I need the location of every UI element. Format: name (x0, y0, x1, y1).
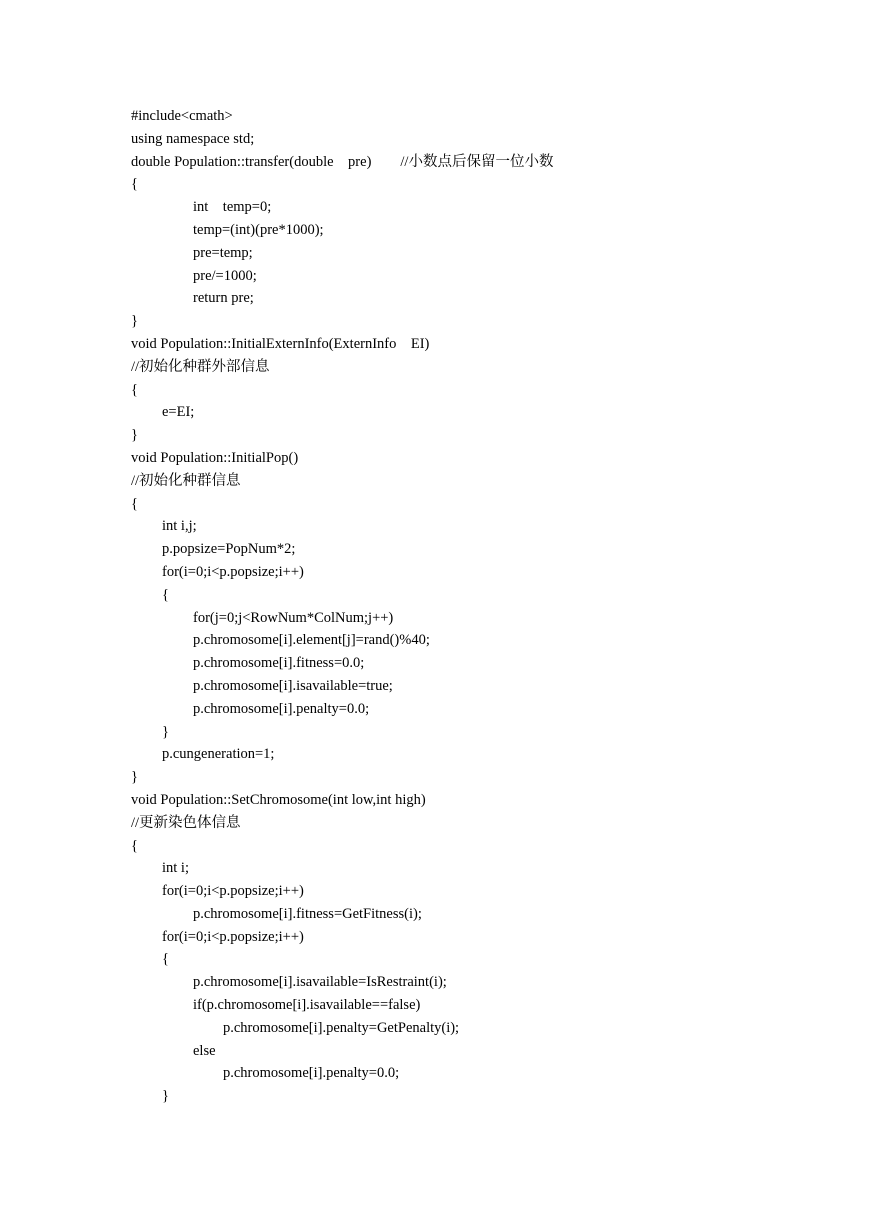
code-line: for(i=0;i<p.popsize;i++) (162, 928, 304, 945)
code-line: { (131, 176, 138, 193)
code-line: e=EI; (162, 404, 195, 421)
code-line: p.chromosome[i].penalty=0.0; (223, 1065, 400, 1082)
code-line: p.chromosome[i].isavailable=IsRestraint(i); (193, 974, 447, 991)
code-line: p.chromosome[i].penalty=0.0; (193, 700, 370, 717)
code-line: p.chromosome[i].penalty=GetPenalty(i); (223, 1019, 460, 1036)
code-line: { (131, 495, 138, 512)
code-line: } (162, 723, 169, 740)
code-line: p.chromosome[i].fitness=0.0; (193, 655, 365, 672)
code-line: } (131, 769, 138, 786)
code-line: { (162, 951, 169, 968)
code-line: p.cungeneration=1; (162, 746, 275, 763)
code-listing (131, 105, 553, 1108)
code-line: pre/=1000; (193, 267, 257, 284)
code-line: p.chromosome[i].fitness=GetFitness(i); (193, 905, 422, 922)
code-line: double Population::transfer(double pre) //小数点后保留一位小数 (131, 153, 554, 170)
code-line: } (131, 427, 138, 444)
code-line: p.chromosome[i].isavailable=true; (193, 677, 393, 694)
code-line: temp=(int)(pre*1000); (193, 221, 324, 238)
code-line: void Population::InitialPop() (131, 449, 299, 466)
code-line: p.chromosome[i].element[j]=rand()%40; (193, 632, 430, 649)
code-line: int i; (162, 860, 189, 877)
code-line: { (162, 586, 169, 603)
code-line: for(i=0;i<p.popsize;i++) (162, 883, 304, 900)
code-line: return pre; (193, 290, 254, 307)
code-line: { (131, 837, 138, 854)
code-line: #include<cmath> (131, 108, 233, 124)
code-line: else (193, 1042, 216, 1059)
code-line: void Population::InitialExternInfo(ExternInfo EI) (131, 335, 430, 352)
code-line: } (131, 313, 138, 330)
code-line: pre=temp; (193, 244, 253, 261)
code-line: void Population::SetChromosome(int low,int high) (131, 791, 426, 808)
code-line: //初始化种群外部信息 (131, 358, 270, 375)
code-line: //初始化种群信息 (131, 472, 241, 489)
code-line: //更新染色体信息 (131, 814, 241, 831)
code-line: { (131, 381, 138, 398)
code-line: int temp=0; (193, 199, 272, 216)
code-line: int i,j; (162, 518, 197, 535)
code-line: for(j=0;j<RowNum*ColNum;j++) (193, 609, 394, 626)
code-line: if(p.chromosome[i].isavailable==false) (193, 997, 421, 1014)
code-line: } (162, 1088, 169, 1105)
code-line: p.popsize=PopNum*2; (162, 541, 296, 558)
code-line: for(i=0;i<p.popsize;i++) (162, 563, 304, 580)
code-line: using namespace std; (131, 130, 255, 147)
